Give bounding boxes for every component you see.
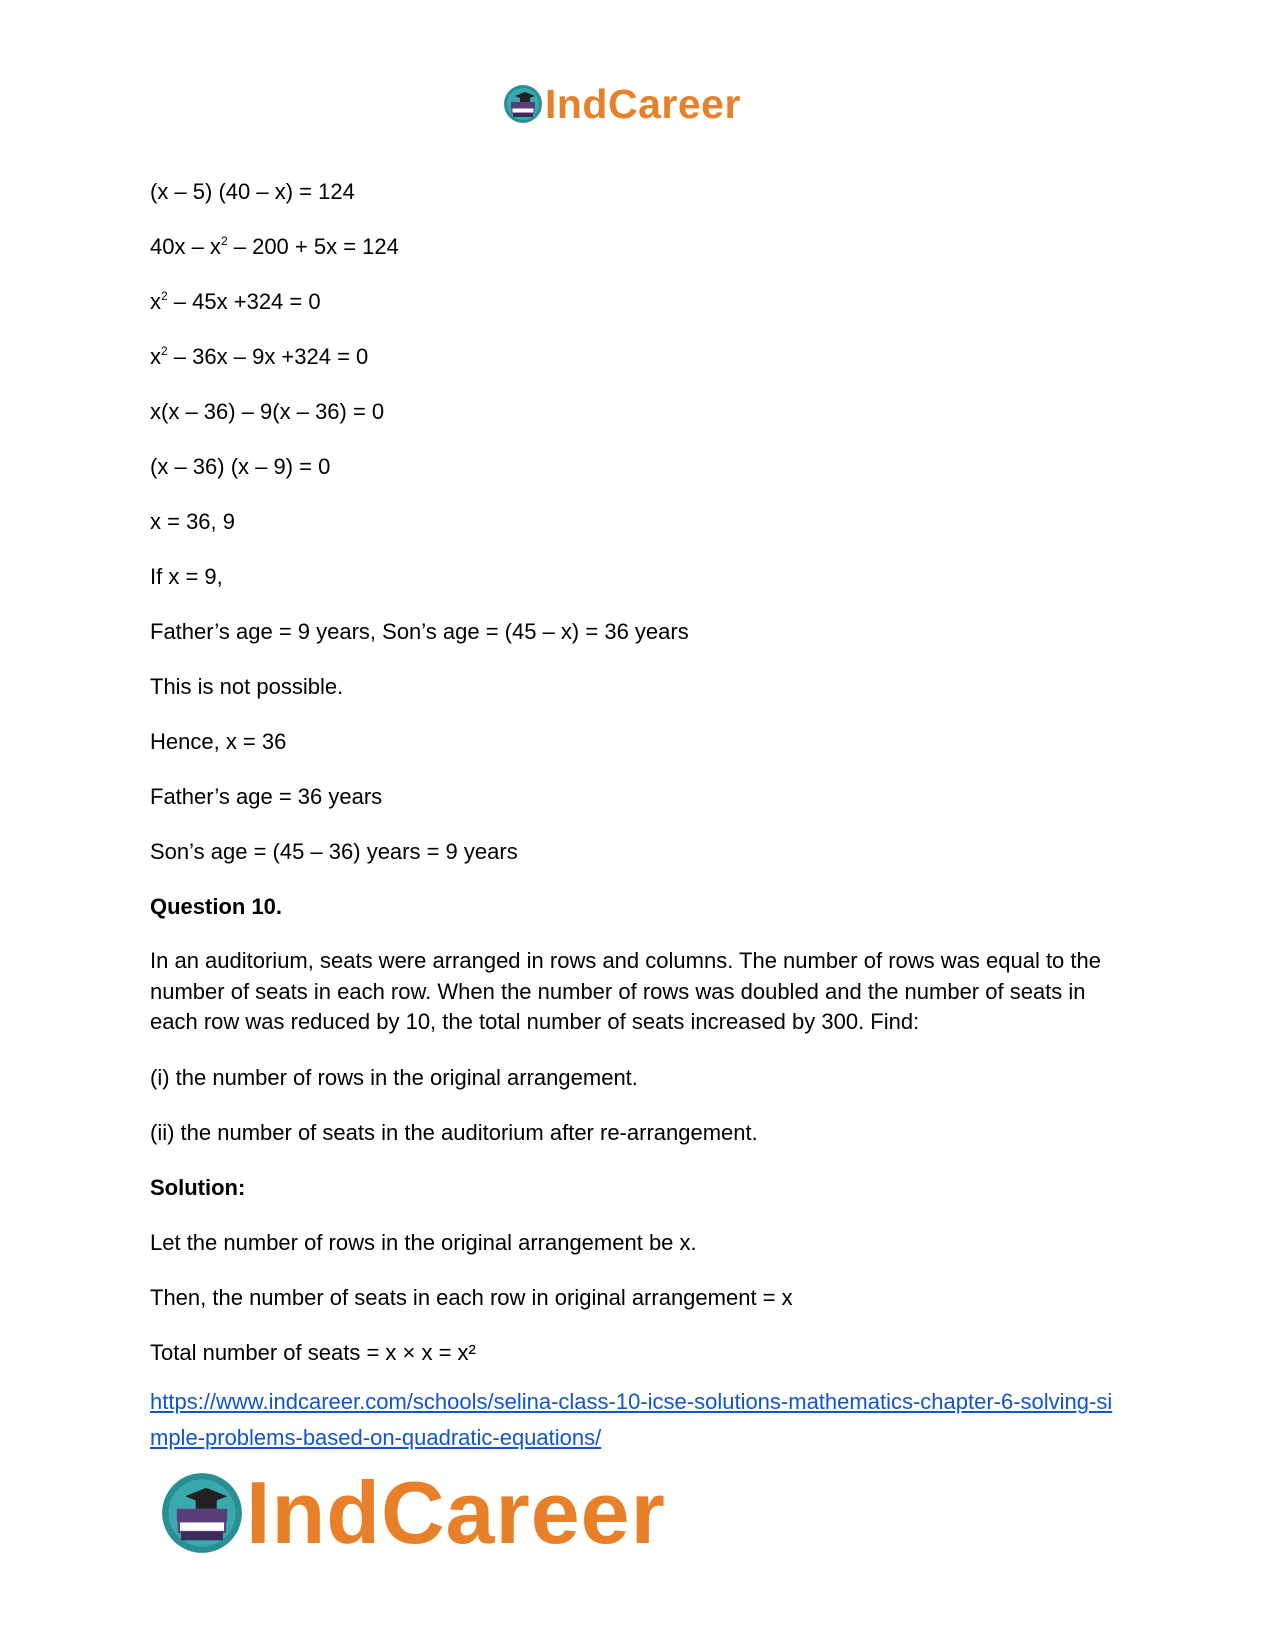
question-text: In an auditorium, seats were arranged in rows and columns. The number of rows was equal to the number of seats in each row. When the number of rows was doubled and the number of seats in each row was reduced by 10, the total number of seats increased by 300. Find: [150,948,1101,1034]
footer-logo-text: IndCareer [246,1463,666,1562]
indcareer-emblem-icon [503,84,543,124]
text-line: Father’s age = 36 years [150,784,383,809]
text-line: This is not possible. [150,674,344,699]
equation-line: $x^2 - 36x - 9x +324 = 0$ [150,344,369,369]
document-body [150,176,1125,1392]
text-line: Son’s age = (45 – 36) years = 9 years [150,839,518,864]
text-line: Father’s age = 9 years, Son’s age = (45 – x) = 36 years [150,619,689,644]
equation-line: (x – 36) (x – 9) = 0 [150,454,331,479]
solution-line: Then, the number of seats in each row in original arrangement = x [150,1284,793,1310]
question-heading: Question 10. [150,894,283,919]
footer-logo [160,1463,666,1562]
question-part-i: (i) the number of rows in the original arrangement. [150,1064,638,1090]
solution-line: Let the number of rows in the original arrangement be x. [150,1229,697,1255]
equation-line: $x^2 - 45x +324 = 0$ [150,289,321,314]
indcareer-emblem-icon [160,1471,244,1555]
equation-line: x = 36, 9 [150,509,236,534]
question-part-ii: (ii) the number of seats in the auditorium after re-arrangement. [150,1119,758,1145]
solution-heading: Solution: [150,1174,246,1200]
equation-line: $40x - x^2 - 200 + 5x = 124$ [150,234,399,259]
solution-line: Total number of seats = x × x = x² [150,1339,476,1365]
equation-line: (x – 5) (40 – x) = 124 [150,179,355,204]
source-link[interactable]: https://www.indcareer.com/schools/selina-class-10-icse-solutions-mathematics-chapter-6-solving-simple-problems-based-on-quadratic-equations/ [150,1389,1113,1450]
equation-line: x(x – 36) – 9(x – 36) = 0 [150,399,385,424]
text-line: Hence, x = 36 [150,729,287,754]
header-logo [503,82,741,126]
header-logo-text: IndCareer [545,81,741,127]
text-line: If x = 9, [150,564,223,589]
